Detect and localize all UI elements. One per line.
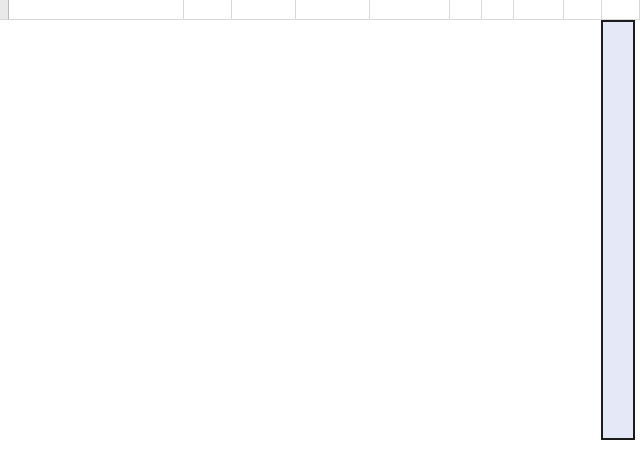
header-homes[interactable] xyxy=(482,0,514,20)
header-lgf-em[interactable] xyxy=(184,0,232,20)
header-jobs[interactable] xyxy=(450,0,482,20)
header-population[interactable] xyxy=(514,0,564,20)
header-rank[interactable] xyxy=(602,0,640,20)
header-lgf-head[interactable] xyxy=(564,0,602,20)
header-lep[interactable] xyxy=(9,0,184,20)
rank-column-selection xyxy=(601,20,635,440)
header-match-funding[interactable] xyxy=(296,0,370,20)
row-number[interactable] xyxy=(0,0,9,20)
header-total-lgf[interactable] xyxy=(232,0,296,20)
header-investment[interactable] xyxy=(370,0,450,20)
header-row xyxy=(0,0,640,20)
